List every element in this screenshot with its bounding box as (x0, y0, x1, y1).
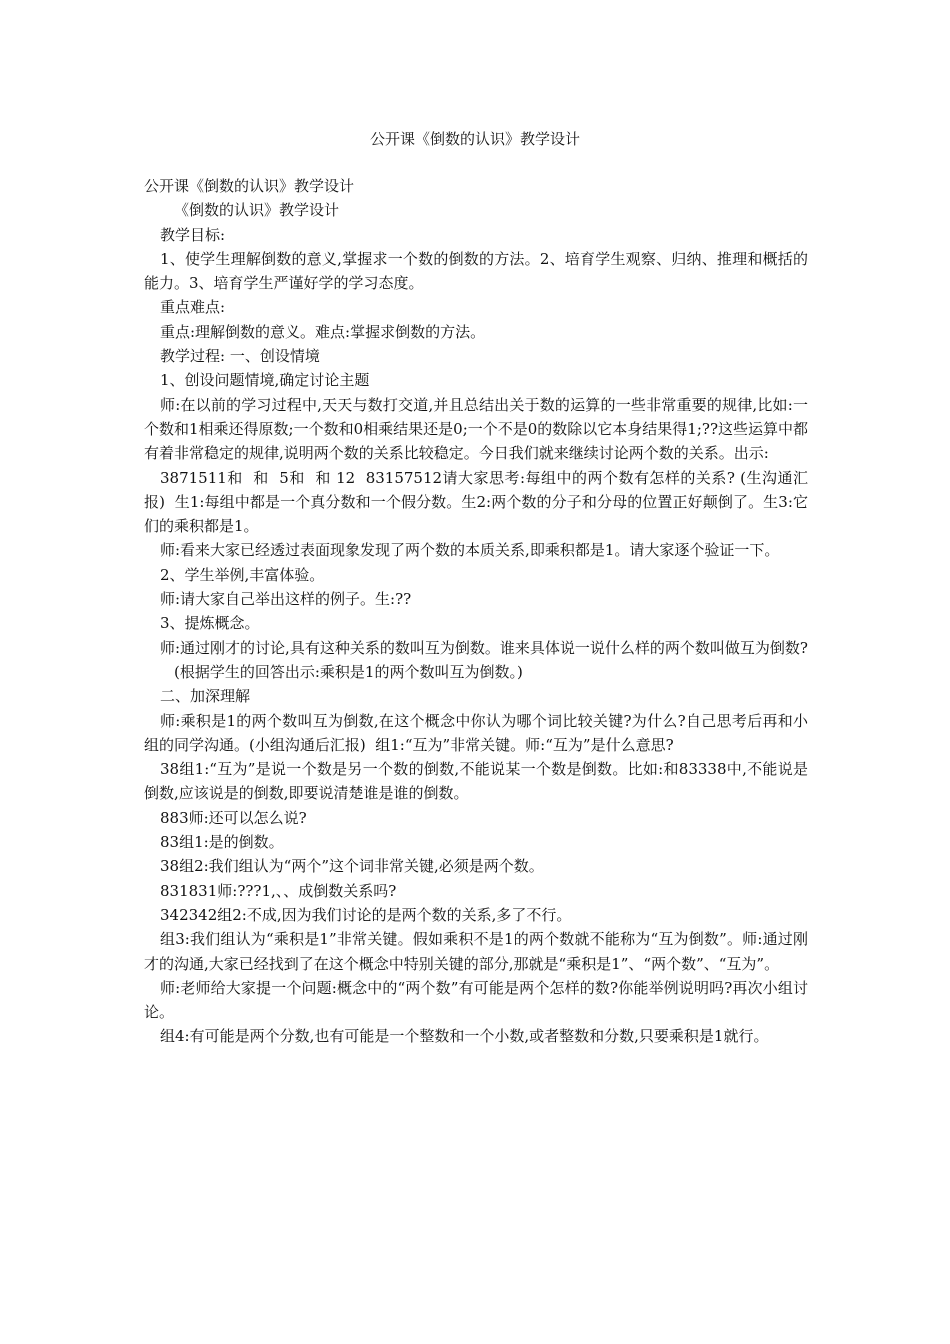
paragraph: 3871511和 和 5和 和 12 83157512请大家思考:每组中的两个数有怎样的关系? (生沟通汇报) 生1:每组中都是一个真分数和一个假分数。生2:两个数的分子和分母的位置正好颠倒了。生3:它们的乘积都是1。 (144, 468, 808, 536)
paragraph: 教学目标: (160, 225, 226, 244)
paragraph: 1、创设问题情境,确定讨论主题 (160, 371, 370, 390)
paragraph: 师:请大家自己举出这样的例子。生:?? (160, 590, 412, 609)
paragraph: 38组1:“互为”是说一个数是另一个数的倒数,不能说某一个数是倒数。比如:和83338中,不能说是倒数,应该说是的倒数,即要说清楚谁是谁的倒数。 (144, 760, 808, 803)
paragraph: 重点难点: (160, 298, 226, 317)
paragraph: 组4:有可能是两个分数,也有可能是一个整数和一个小数,或者整数和分数,只要乘积是1就行。 (160, 1027, 769, 1046)
paragraph: 师:看来大家已经透过表面现象发现了两个数的本质关系,即乘积都是1。请大家逐个验证一下。 (160, 541, 780, 560)
document-body (144, 174, 808, 1049)
paragraph: 2、学生举例,丰富体验。 (160, 565, 325, 584)
paragraph: 83组1:是的倒数。 (160, 833, 284, 852)
paragraph: 师:老师给大家提一个问题:概念中的“两个数”有可能是两个怎样的数?你能举例说明吗?再次小组讨论。 (144, 978, 808, 1022)
paragraph: 3、提炼概念。 (160, 614, 260, 633)
paragraph: 教学过程: 一、创设情境 (160, 347, 320, 366)
paragraph: 师:乘积是1的两个数叫互为倒数,在这个概念中你认为哪个词比较关键?为什么?自己思考后再和小组的同学沟通。(小组沟通后汇报) 组1:“互为”非常关键。师:“互为”是什么意思? (144, 711, 808, 754)
paragraph: 883师:还可以怎么说? (160, 808, 307, 827)
paragraph: 师:在以前的学习过程中,天天与数打交道,并且总结出关于数的运算的一些非常重要的规律,比如:一个数和1相乘还得原数;一个数和0相乘结果还是0;一个不是0的数除以它本身结果得1;??这些运算中都有着非常稳定的规律,说明两个数的关系比较稳定。今日我们就来继续讨论两个数的关系。出示: (144, 395, 808, 463)
paragraph: 公开课《倒数的认识》教学设计 (144, 177, 355, 195)
paragraph: 二、加深理解 (160, 687, 251, 706)
paragraph: 《倒数的认识》教学设计 (174, 201, 340, 220)
paragraph: 组3:我们组认为“乘积是1”非常关键。假如乘积不是1的两个数就不能称为“互为倒数”。师:通过刚才的沟通,大家已经找到了在这个概念中特别关键的部分,那就是“乘积是1”、“两个数”、“互为”。 (144, 930, 808, 973)
document-title: 公开课《倒数的认识》教学设计 (369, 130, 580, 148)
paragraph: 342342组2:不成,因为我们讨论的是两个数的关系,多了不行。 (160, 905, 572, 924)
paragraph: 师:通过刚才的讨论,具有这种关系的数叫互为倒数。谁来具体说一说什么样的两个数叫做互为倒数? (160, 638, 808, 657)
paragraph: 重点:理解倒数的意义。难点:掌握求倒数的方法。 (160, 322, 486, 341)
paragraph: 38组2:我们组认为“两个”这个词非常关键,必须是两个数。 (160, 857, 544, 876)
paragraph: (根据学生的回答出示:乘积是1的两个数叫互为倒数。) (174, 662, 523, 681)
paragraph: 831831师:???1,、、成倒数关系吗? (160, 881, 397, 900)
paragraph: 1、使学生理解倒数的意义,掌握求一个数的倒数的方法。2、培育学生观察、归纳、推理和概括的能力。3、培育学生严谨好学的学习态度。 (144, 249, 808, 293)
